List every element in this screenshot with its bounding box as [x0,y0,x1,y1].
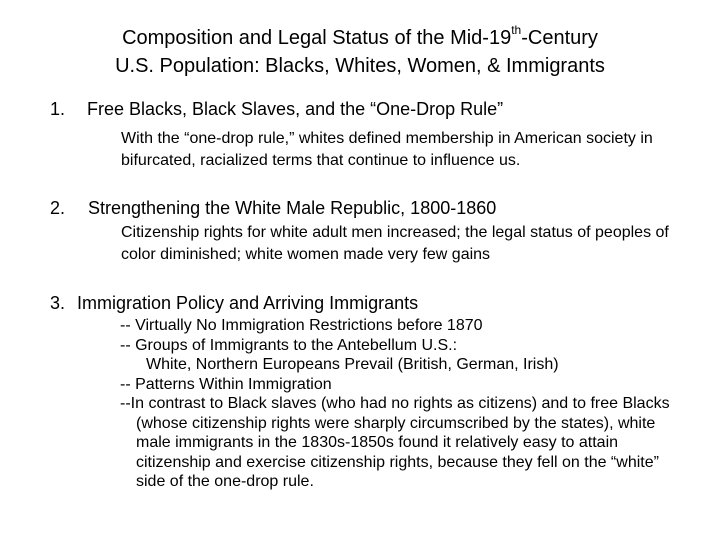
title-line-2: U.S. Population: Blacks, Whites, Women, & Immigrants [115,55,605,77]
title-superscript: th [511,23,522,38]
section-1-heading [50,98,503,120]
section-1-number: 1. [50,99,66,119]
section-2-title: Strengthening the White Male Republic, 1800-1860 [88,198,497,218]
list-item: -- Patterns Within Immigration [120,375,332,393]
section-2-number: 2. [50,198,66,218]
section-3-heading [50,292,418,314]
section-2-body: Citizenship rights for white adult men increased; the legal status of peoples of color diminished; white women made very few gains [121,224,669,263]
list-item-sub: White, Northern Europeans Prevail (British, German, Irish) [146,356,559,373]
title-line-1-suffix: -Century [521,27,598,49]
section-3-title: Immigration Policy and Arriving Immigrants [77,293,419,313]
list-item: --In contrast to Black slaves (who had no rights as citizens) and to free Blacks (whose citizenship rights were sharply circumscribed by the states), white male immigrants in the 1830s-1850s found it relatively easy to attain citizenship and exercise citizenship rights, because they fell on the “white” side of the one-drop rule. [120,395,670,490]
section-1-title: Free Blacks, Black Slaves, and the “One-Drop Rule” [87,99,504,119]
list-item: -- Virtually No Immigration Restrictions before 1870 [120,317,483,334]
section-3-number: 3. [50,293,66,313]
list-item: -- Groups of Immigrants to the Antebellum U.S.: [120,336,458,354]
title-line-1 [0,24,720,52]
section-3-list [120,316,680,492]
section-1-body: With the “one-drop rule,” whites defined membership in American society in bifurcated, racialized terms that continue to influence us. [121,130,653,169]
slide-title [0,24,720,80]
section-2-heading [50,197,496,219]
title-line-1-text: Composition and Legal Status of the Mid-19 [122,27,512,49]
